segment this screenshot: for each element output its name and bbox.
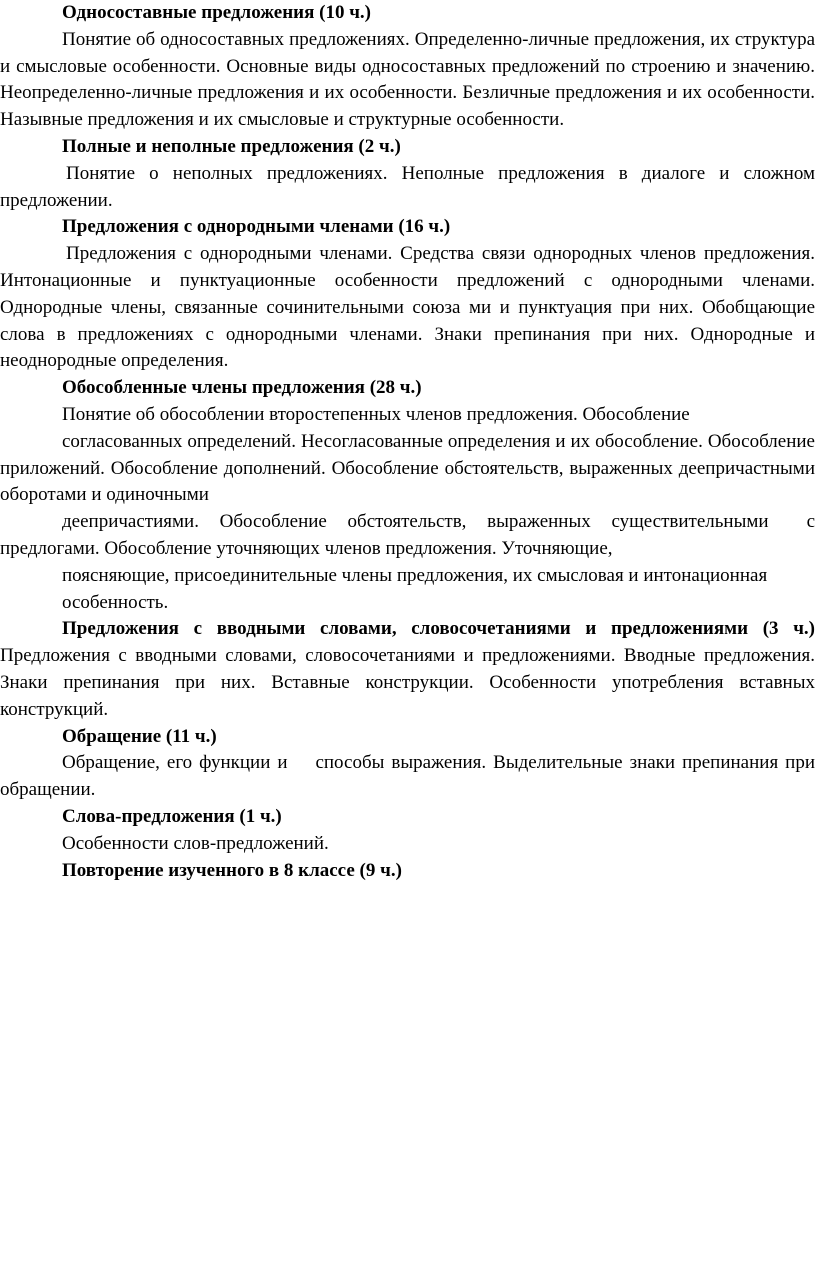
section-text-homogeneous-members: Предложения с однородными членами. Средства связи однородных членов предложения. Интонационные и пунктуационные особенности предложений с однородными членами. Однородные члены, связанные сочинительными союза ми и пунктуация при них. Обобщающие слова в предложениях с однородными членами. Знаки препинания при них. Однородные и неоднородные определения. xyxy=(0,243,815,372)
section-text-isolated-part3 xyxy=(0,509,815,563)
section-text-isolated-part3c: предлогами. Обособление уточняющих членов предложения. Уточняющие, xyxy=(0,537,613,559)
section-text-isolated-line1: Понятие об обособлении второстепенных членов предложения. Обособление xyxy=(62,403,690,425)
section-introductory-words xyxy=(0,616,815,723)
section-heading-homogeneous-members: Предложения с однородными членами (16 ч.) xyxy=(62,216,451,238)
section-heading-one-member-sentences: Односоставные предложения (10 ч.) xyxy=(62,2,371,23)
section-text-isolated-part3a: деепричастиями. Обособление обстоятельств, выраженных существительными xyxy=(62,511,769,533)
section-text-word-sentences: Особенности слов-предложений. xyxy=(62,832,329,854)
section-heading-revision: Повторение изученного в 8 классе (9 ч.) xyxy=(62,859,402,881)
section-heading-isolated-members: Обособленные члены предложения (28 ч.) xyxy=(62,377,422,399)
section-text-isolated-part4: поясняющие, присоединительные члены предложения, их смысловая и интонационная особенность. xyxy=(62,564,768,613)
section-text-introductory-words: Предложения с вводными словами, словосочетаниями и предложениями. Вводные предложения. Знаки препинания при них. Вставные конструкции. Особенности употребления вставных конструкций. xyxy=(0,645,815,720)
section-heading-word-sentences: Слова-предложения (1 ч.) xyxy=(62,805,282,827)
section-text-isolated-part3b: с xyxy=(806,511,815,533)
section-heading-address: Обращение (11 ч.) xyxy=(62,725,217,747)
section-text-complete-incomplete: Понятие о неполных предложениях. Неполные предложения в диалоге и сложном предложении. xyxy=(0,162,815,211)
section-text-one-member-sentences: Понятие об односоставных предложениях. Определенно-личные предложения, их структура и смысловые особенности. Основные виды односоставных предложений по строению и значению. Неопределенно-личные предложения и их особенности. Безличные предложения и их особенности. Назывные предложения и их смысловые и структурные особенности. xyxy=(0,28,815,131)
section-text-isolated-part2: согласованных определений. Несогласованные определения и их обособление. Обособление приложений. Обособление дополнений. Обособление обстоятельств, выраженных деепричастными оборотами и одиночными xyxy=(0,430,815,506)
section-heading-complete-incomplete: Полные и неполные предложения (2 ч.) xyxy=(62,135,401,157)
section-heading-introductory-words: Предложения с вводными словами, словосочетаниями и предложениями (3 ч.) xyxy=(62,618,815,640)
section-text-address: Обращение, его функции и способы выражения. Выделительные знаки препинания при обращении. xyxy=(0,752,815,801)
